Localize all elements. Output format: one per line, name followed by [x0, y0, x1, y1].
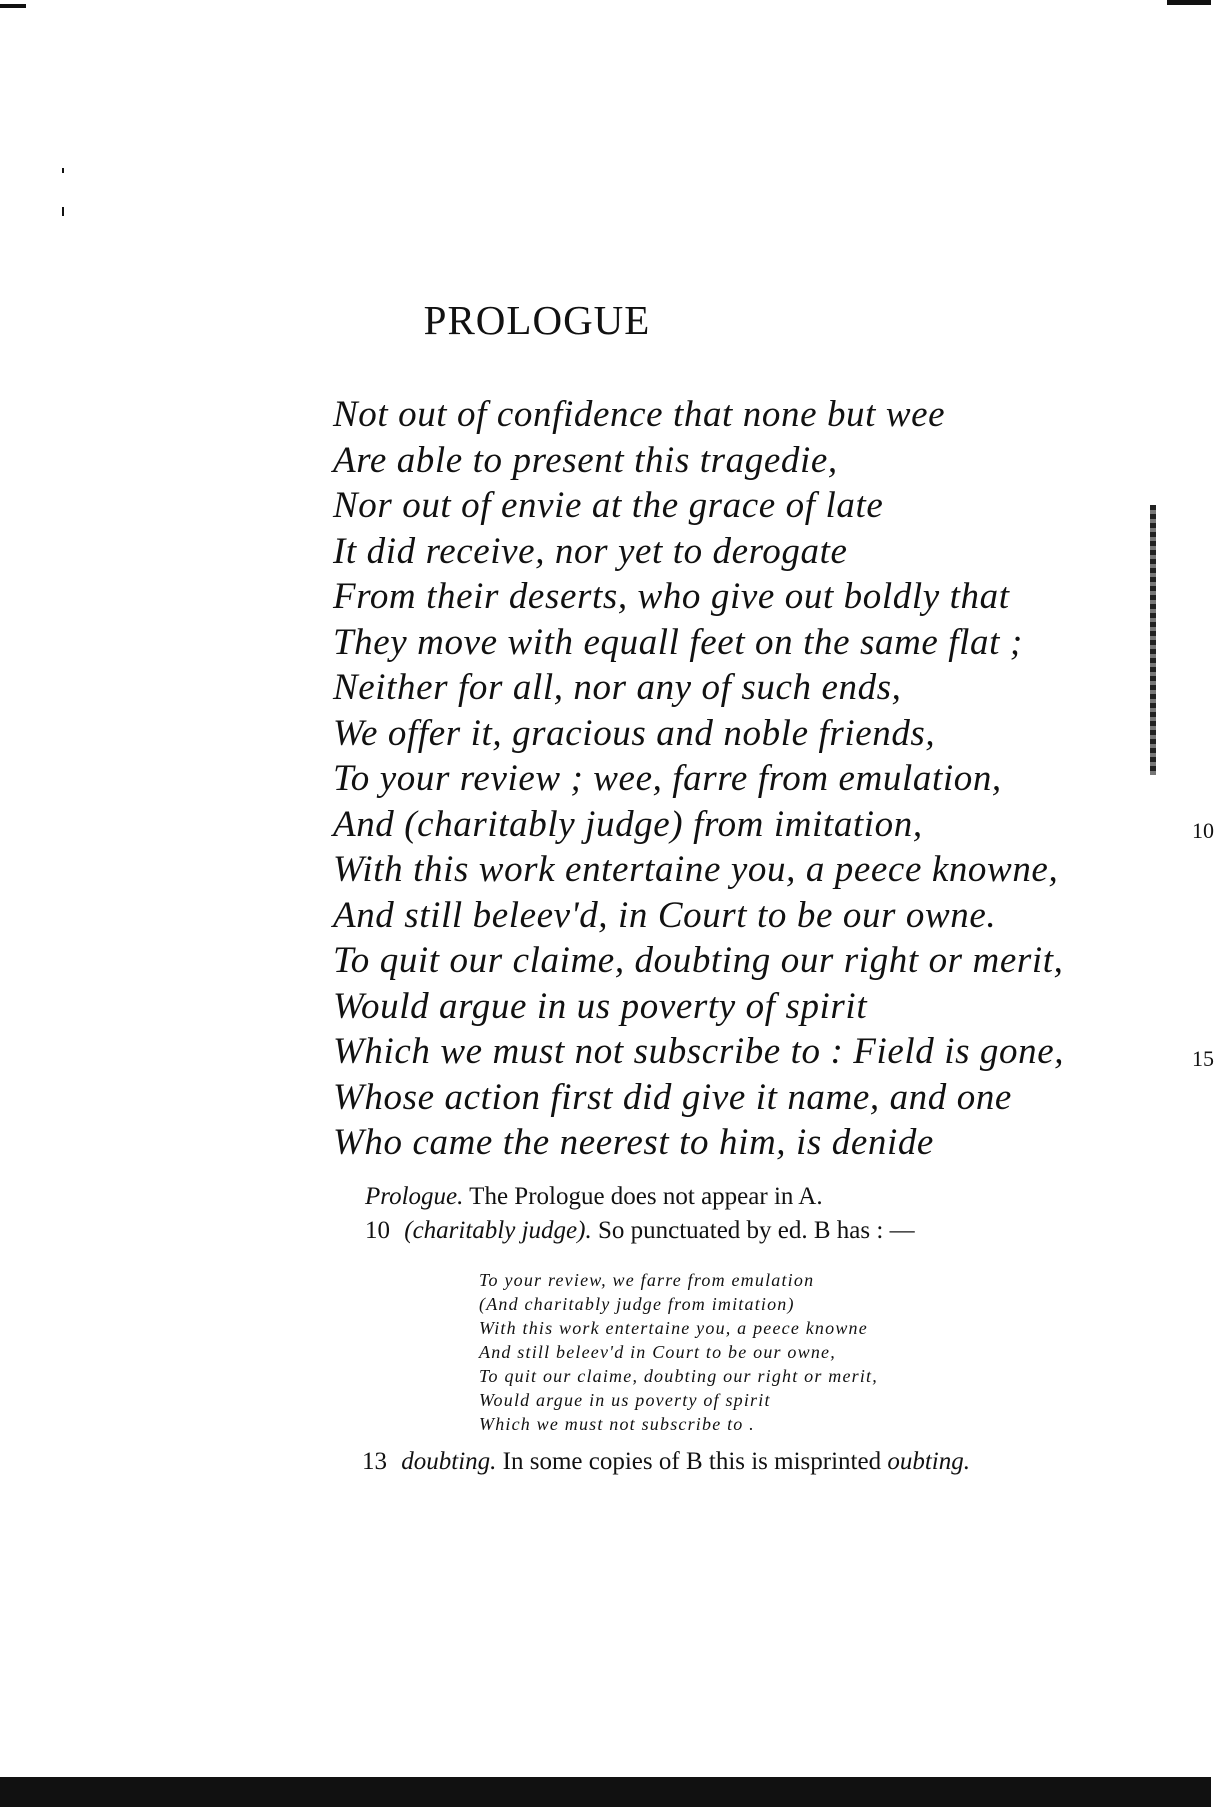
- quote-line: Which we must not subscribe to .: [479, 1414, 755, 1434]
- poem-line: Neither for all, nor any of such ends,: [333, 667, 902, 708]
- note-line-number: 10: [365, 1217, 390, 1244]
- poem-line: And still beleev'd, in Court to be our owne.: [333, 894, 997, 936]
- note-text: In some copies of B this is misprinted: [496, 1448, 888, 1475]
- poem-line: With this work entertaine you, a peece knowne,: [333, 849, 1059, 890]
- note-term: doubting.: [401, 1448, 497, 1475]
- poem-line: And (charitably judge) from imitation,: [333, 803, 923, 845]
- poem-line: They move with equall feet on the same flat ;: [333, 621, 1023, 663]
- variant-quotation: [479, 1268, 878, 1436]
- poem-line: To your review ; wee, farre from emulation,: [333, 758, 1002, 799]
- poem-line: It did receive, nor yet to derogate: [333, 530, 848, 572]
- scan-edge-mark: [0, 4, 26, 8]
- misprint-word: oubting.: [887, 1448, 971, 1475]
- poem-line: Are able to present this tragedie,: [333, 439, 838, 481]
- note-term: (charitably judge).: [404, 1217, 592, 1244]
- margin-tick: [62, 168, 64, 173]
- line-number-15: 15: [1192, 1046, 1214, 1071]
- note-prologue: [365, 1180, 1165, 1214]
- note-13: [362, 1448, 970, 1476]
- poem-line: Not out of confidence that none but wee: [333, 394, 946, 435]
- note-term: Prologue.: [365, 1183, 464, 1210]
- scan-bottom-edge: [0, 1777, 1211, 1807]
- poem-line: Nor out of envie at the grace of late: [333, 485, 884, 526]
- note-10: [365, 1214, 1165, 1248]
- quote-line: With this work entertaine you, a peece knowne: [479, 1318, 868, 1338]
- note-line-number: 13: [362, 1448, 387, 1475]
- page-title: PROLOGUE: [423, 297, 651, 343]
- quote-line: To your review, we farre from emulation: [479, 1270, 815, 1290]
- quote-line: (And charitably judge from imitation): [479, 1294, 795, 1314]
- poem-line: To quit our claime, doubting our right or merit,: [333, 940, 1064, 981]
- poem-line: We offer it, gracious and noble friends,: [333, 712, 936, 754]
- poem-line: Whose action first did give it name, and one: [333, 1076, 1012, 1118]
- prologue-poem: [333, 392, 1133, 1166]
- note-text: The Prologue does not appear in A.: [463, 1183, 823, 1210]
- footnotes: [365, 1180, 1165, 1248]
- poem-line: Who came the neerest to him, is denide: [333, 1122, 934, 1163]
- quote-line: To quit our claime, doubting our right or merit,: [479, 1366, 878, 1386]
- quote-line: Would argue in us poverty of spirit: [479, 1390, 771, 1410]
- poem-line: Would argue in us poverty of spirit: [333, 985, 868, 1027]
- binding-shadow: [1150, 505, 1156, 775]
- poem-line: Which we must not subscribe to : Field is gone,: [333, 1031, 1065, 1072]
- quote-line: And still beleev'd in Court to be our owne,: [479, 1342, 836, 1362]
- poem-line: From their deserts, who give out boldly that: [333, 576, 1010, 617]
- note-text: So punctuated by ed. B has : —: [591, 1217, 915, 1244]
- line-number-10: 10: [1192, 818, 1214, 843]
- margin-tick: [62, 207, 64, 216]
- scan-edge-mark: [1167, 0, 1211, 5]
